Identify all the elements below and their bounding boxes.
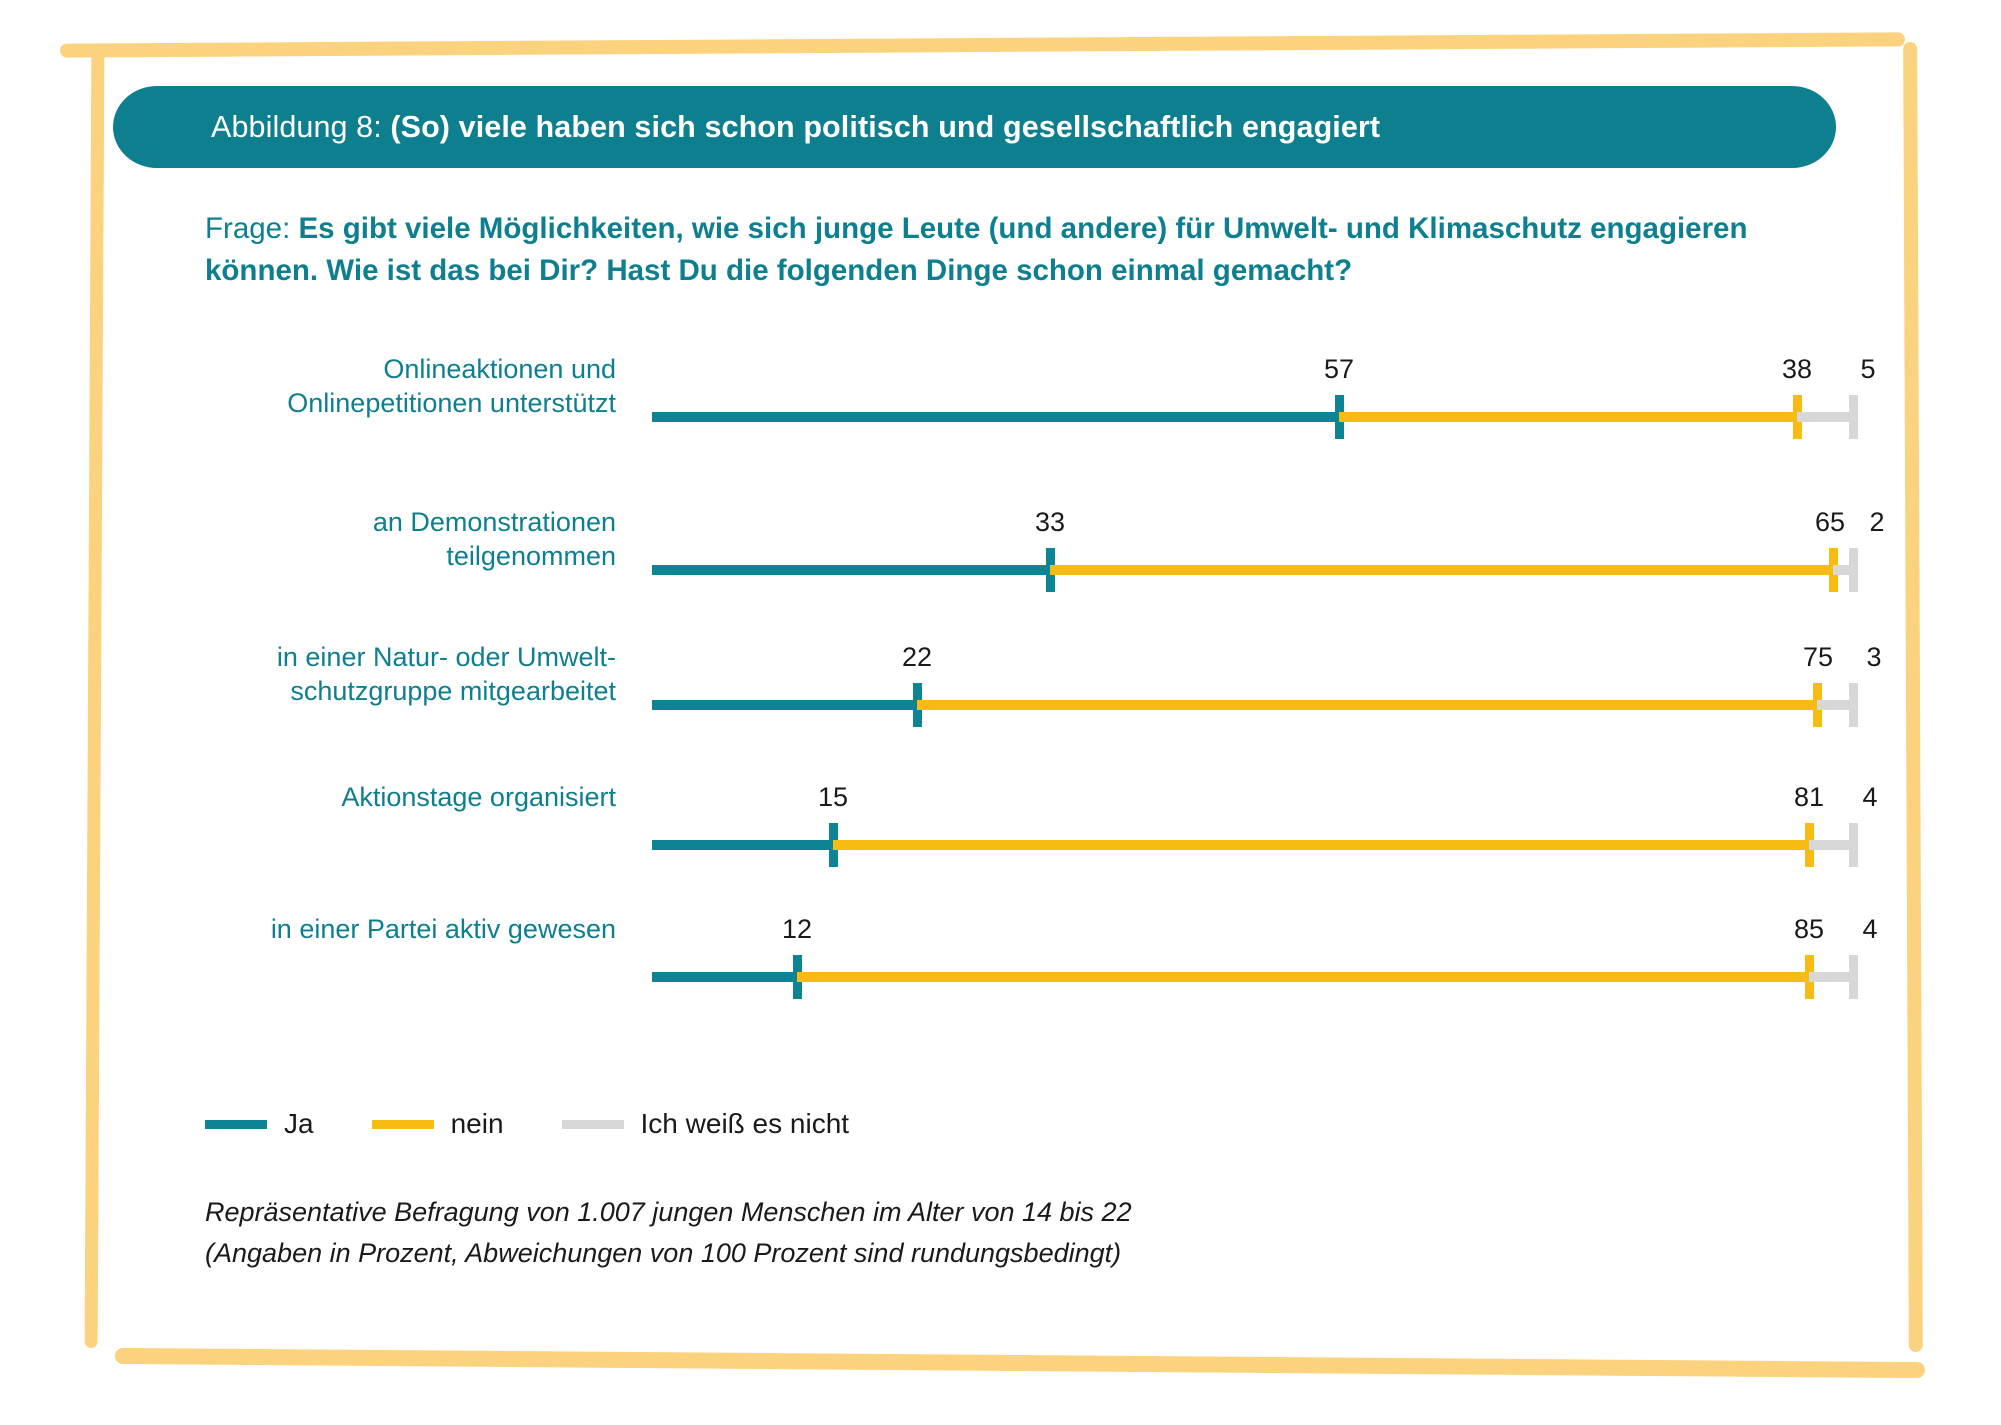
legend-item-weiss [562,1108,850,1140]
figure-number-label: Abbildung 8: [211,109,382,144]
frame-border-top [60,32,1905,57]
bar-tick-weiss [1849,823,1858,867]
value-label-nein: 38 [1781,354,1813,384]
question-text: Es gibt viele Möglichkeiten, wie sich junge Leute (und andere) für Umwelt- und Klimaschutz engagieren können. Wie ist das bei Dir? Hast Du die folgenden Dinge schon einmal gemacht? [205,212,1748,287]
bar-segment-nein [833,840,1809,850]
bar-tick-weiss [1849,395,1858,439]
row-label-line1: in einer Partei aktiv gewesen [270,914,616,944]
bar-segment-ja [652,972,797,982]
frame-border-bottom [115,1348,1925,1378]
bar-segment-ja [652,565,1050,575]
chart-footnote [205,1192,1705,1273]
value-label-weiss: 3 [1866,642,1882,672]
row-label [76,780,616,814]
value-label-ja: 22 [901,642,933,672]
bar-tick-weiss [1849,955,1858,999]
figure-title [211,110,1380,145]
value-label-weiss: 5 [1860,354,1876,384]
chart-plot-area [0,352,2001,1032]
legend-item-ja [205,1108,314,1140]
stacked-bar [652,507,1885,575]
value-label-ja: 33 [1034,507,1066,537]
bar-segment-nein [1050,565,1833,575]
line-swatch-icon [205,1120,267,1129]
row-label-line1: Aktionstage organisiert [341,782,616,812]
row-label [76,912,616,946]
bar-segment-nein [1339,412,1797,422]
row-label-line1: in einer Natur- oder Umwelt- [276,642,616,672]
legend-label-nein: nein [450,1108,504,1139]
legend-label-weiss: Ich weiß es nicht [640,1108,850,1139]
figure-title-text: (So) viele haben sich schon politisch und gesellschaftlich engagiert [390,109,1381,144]
row-label-line2: Onlinepetitionen unterstützt [287,388,616,419]
value-label-nein: 65 [1814,507,1846,537]
question-label: Frage: [205,212,291,245]
stacked-bar [652,914,1878,982]
value-label-nein: 75 [1802,642,1834,672]
bar-segment-nein [797,972,1809,982]
question-block [205,208,1845,292]
chart-row [0,912,2001,1038]
bar-segment-ja [652,840,833,850]
bar-segment-nein [917,700,1817,710]
line-swatch-icon [372,1120,434,1129]
value-label-ja: 15 [817,782,849,812]
chart-row [0,780,2001,906]
value-label-nein: 85 [1793,914,1825,944]
row-label-line1: Onlineaktionen und [383,354,616,384]
bar-tick-weiss [1849,683,1858,727]
value-label-weiss: 4 [1862,782,1878,812]
footnote-line-2: (Angaben in Prozent, Abweichungen von 100 Prozent sind rundungsbedingt) [205,1237,1122,1268]
value-label-ja: 12 [781,914,813,944]
legend-label-ja: Ja [284,1108,314,1139]
bar-segment-ja [652,700,917,710]
chart-row [0,352,2001,478]
bar-tick-weiss [1849,548,1858,592]
row-label-line1: an Demonstrationen [372,507,616,537]
value-label-weiss: 2 [1869,507,1885,537]
row-label-line2: schutzgruppe mitgearbeitet [290,676,616,707]
chart-row [0,640,2001,766]
chart-legend [205,1108,907,1140]
line-swatch-icon [562,1120,624,1129]
bar-segment-ja [652,412,1339,422]
value-label-ja: 57 [1323,354,1355,384]
row-label-line2: teilgenommen [446,541,616,572]
row-label [76,505,616,573]
value-label-weiss: 4 [1862,914,1878,944]
stacked-bar [652,354,1876,422]
figure-title-banner [113,86,1836,168]
row-label [76,352,616,420]
footnote-line-1: Repräsentative Befragung von 1.007 jungen Menschen im Alter von 14 bis 22 [205,1197,1132,1227]
stacked-bar [652,782,1878,850]
chart-row [0,505,2001,631]
row-label [76,640,616,708]
legend-item-nein [372,1108,504,1140]
value-label-nein: 81 [1793,782,1825,812]
stacked-bar [652,642,1882,710]
